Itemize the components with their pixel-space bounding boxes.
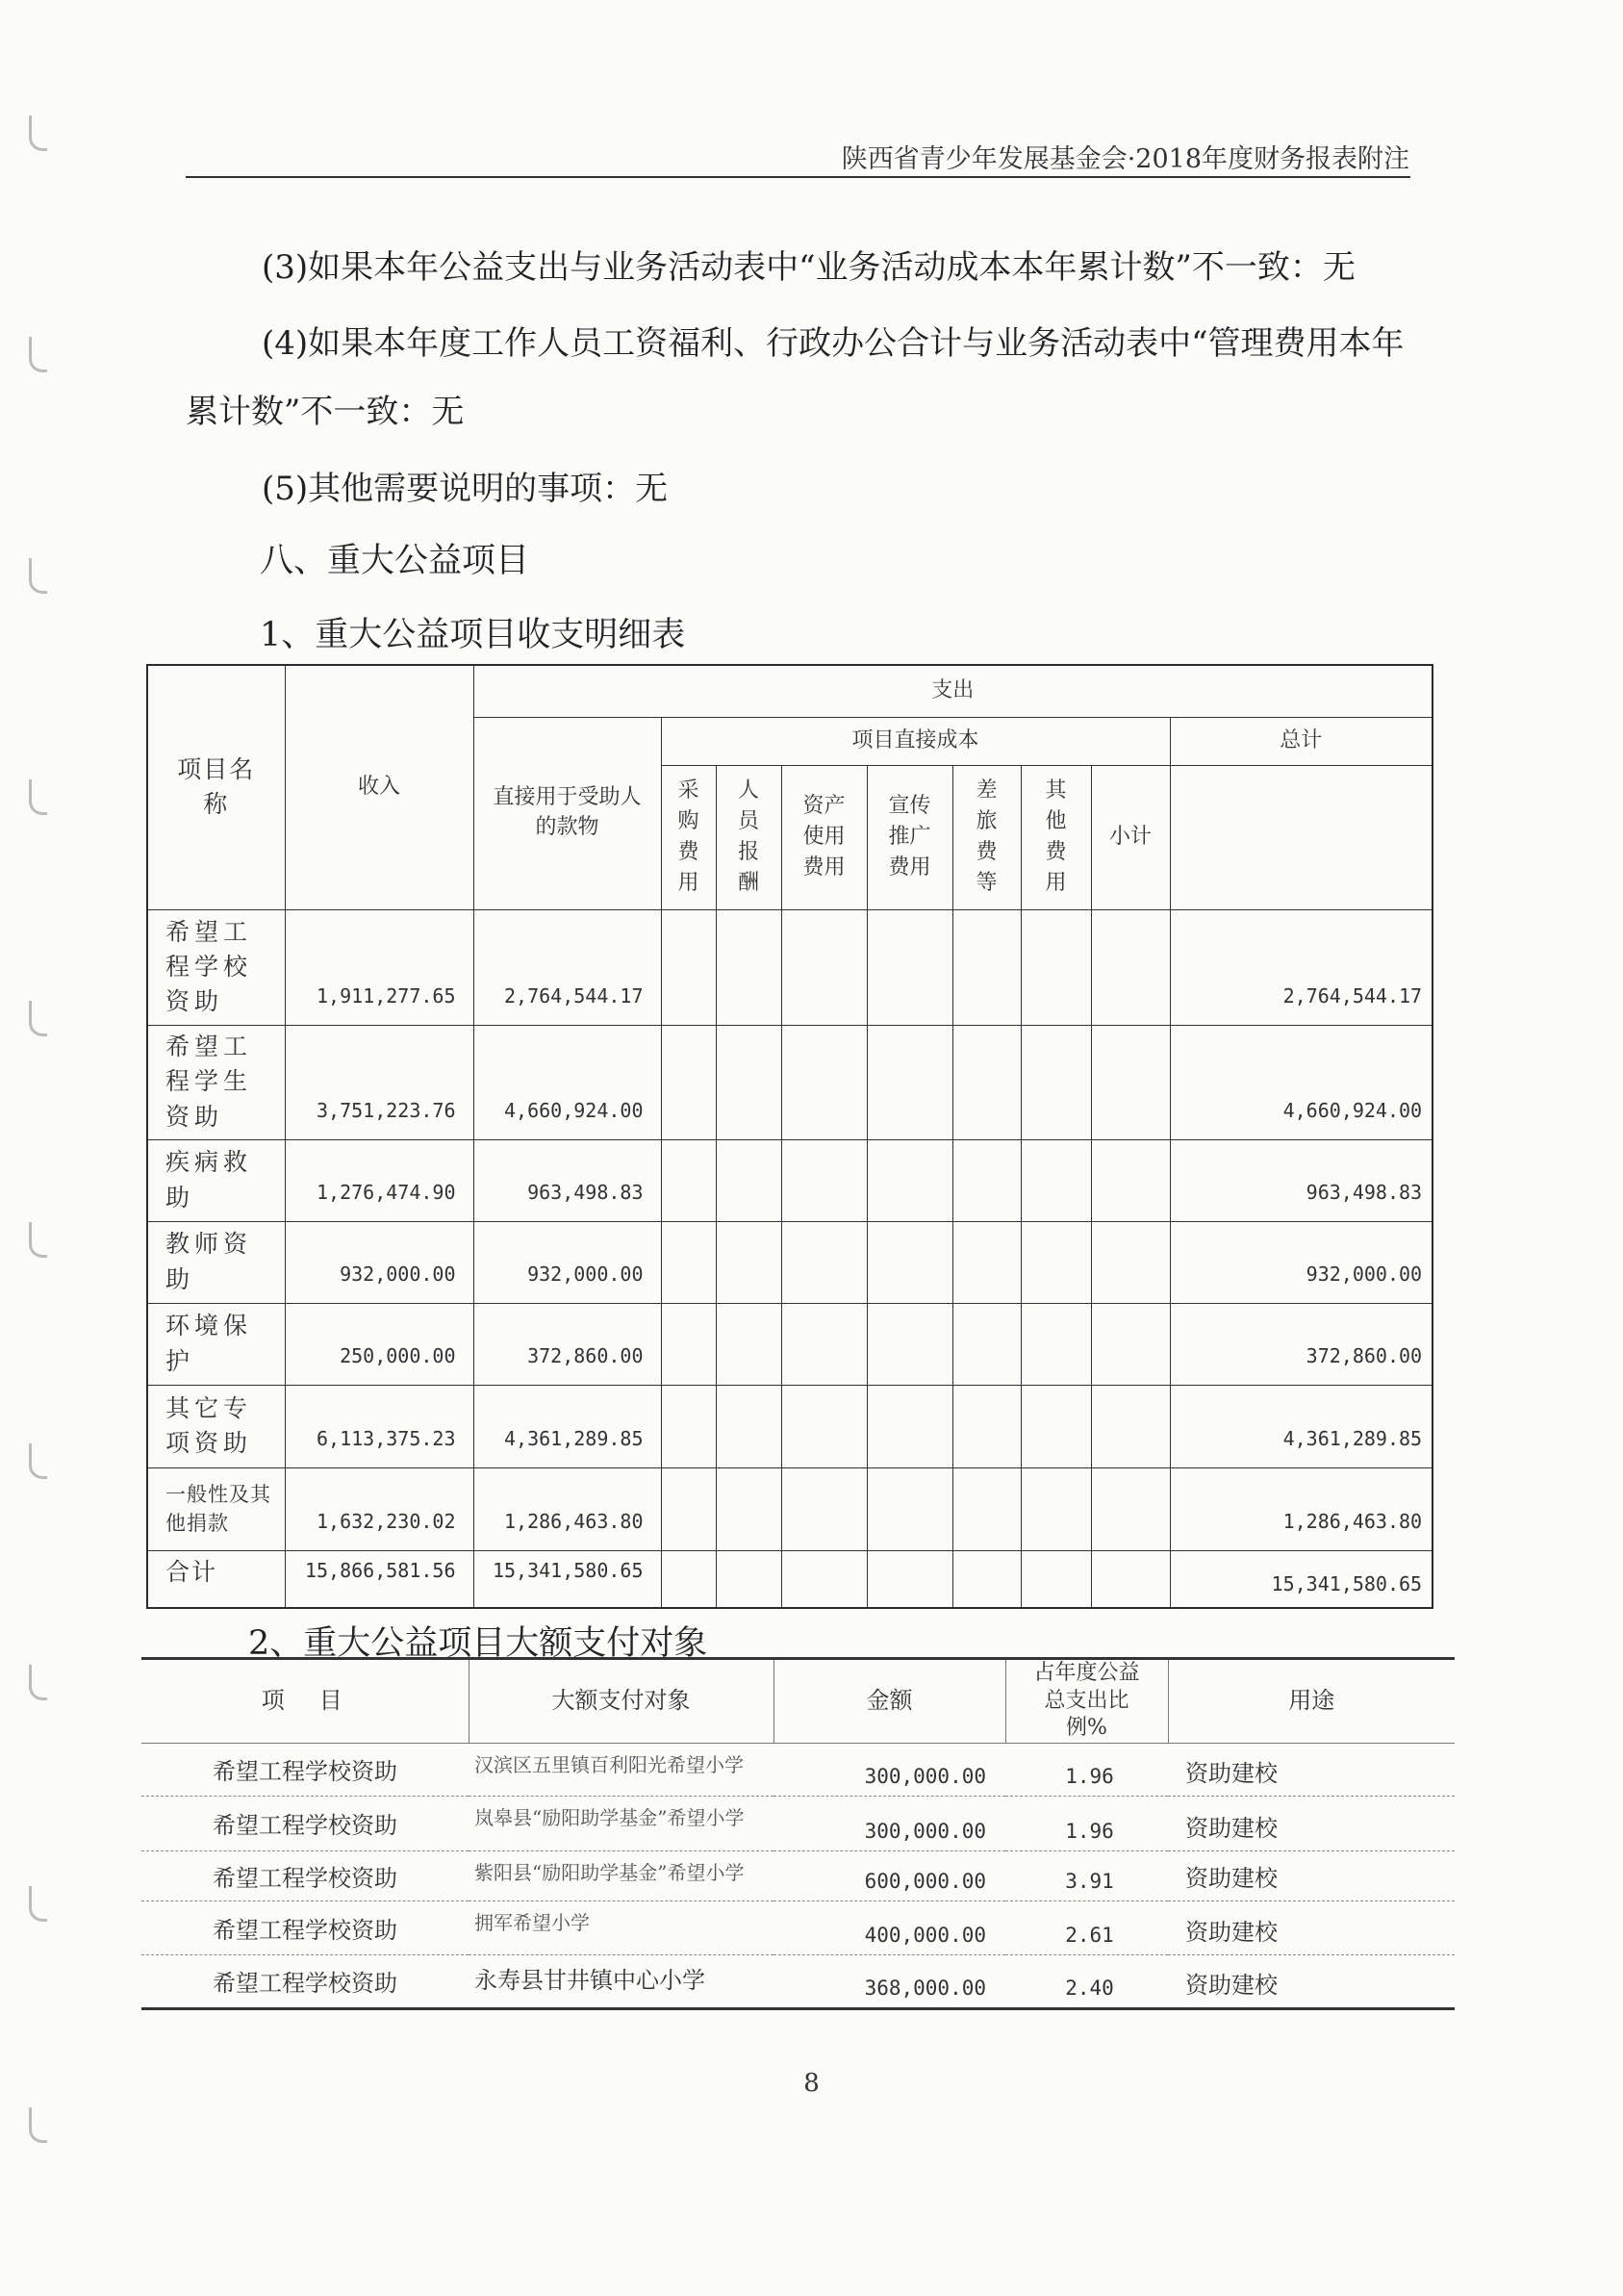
large-payment-table (141, 1657, 1455, 2010)
item-name: 教师资助 (147, 1221, 285, 1303)
table-row (141, 1850, 1455, 1901)
header-project: 项 目 (141, 1659, 469, 1744)
item-name: 希望工程学生资助 (147, 1025, 285, 1139)
table-row (147, 1467, 1433, 1550)
binding-mark (29, 1443, 47, 1479)
recipient: 岚皋县“励阳助学基金”希望小学 (469, 1796, 773, 1850)
purpose: 资助建校 (1168, 1796, 1455, 1850)
amount: 400,000.00 (773, 1901, 1005, 1954)
direct-aid-value: 4,660,924.00 (473, 1025, 661, 1139)
direct-aid-value: 963,498.83 (473, 1139, 661, 1221)
recipient: 紫阳县“励阳助学基金”希望小学 (469, 1850, 773, 1901)
paragraph-4-line2: 累计数”不一致：无 (186, 393, 465, 431)
table-row (147, 1221, 1433, 1303)
income-value: 3,751,223.76 (285, 1025, 473, 1139)
header-procurement: 采购费用 (661, 765, 716, 909)
header-item-name: 项目名称 (147, 665, 285, 909)
header-ratio: 占年度公益总支出比例% (1005, 1659, 1168, 1744)
binding-mark (29, 337, 47, 372)
header-subtotal: 小计 (1091, 765, 1170, 909)
table-row (141, 1743, 1455, 1796)
direct-aid-value: 4,361,289.85 (473, 1385, 661, 1467)
binding-mark (29, 1222, 47, 1258)
project-name: 希望工程学校资助 (141, 1850, 469, 1901)
amount: 600,000.00 (773, 1850, 1005, 1901)
header-staff: 人员报酬 (716, 765, 781, 909)
item-name: 合计 (147, 1550, 285, 1608)
income-value: 250,000.00 (285, 1303, 473, 1385)
purpose: 资助建校 (1168, 1743, 1455, 1796)
total-value: 372,860.00 (1170, 1303, 1433, 1385)
section-heading: 八、重大公益项目 (260, 542, 530, 580)
table-row (141, 1954, 1455, 2008)
paragraph-5: (5)其他需要说明的事项：无 (262, 470, 669, 508)
table-row (147, 1303, 1433, 1385)
ratio: 1.96 (1005, 1796, 1168, 1850)
header-rule (186, 176, 1410, 178)
ratio: 3.91 (1005, 1850, 1168, 1901)
header-travel: 差旅费等 (952, 765, 1021, 909)
total-value: 963,498.83 (1170, 1139, 1433, 1221)
ratio: 2.61 (1005, 1901, 1168, 1954)
page-header: 陕西省青少年发展基金会·2018年度财务报表附注 (841, 144, 1409, 174)
ratio: 2.40 (1065, 1976, 1114, 2000)
total-value: 932,000.00 (1170, 1221, 1433, 1303)
purpose: 资助建校 (1168, 1850, 1455, 1901)
recipient: 拥军希望小学 (469, 1901, 773, 1954)
recipient: 汉滨区五里镇百利阳光希望小学 (469, 1743, 773, 1796)
total-value: 4,660,924.00 (1170, 1025, 1433, 1139)
binding-mark (29, 558, 47, 594)
table-row-total (147, 1550, 1433, 1608)
header-expense: 支出 (473, 665, 1433, 717)
table-row (147, 909, 1433, 1025)
amount: 300,000.00 (773, 1796, 1005, 1850)
binding-mark (29, 115, 47, 151)
income-expense-table (146, 664, 1433, 1609)
binding-mark (29, 1001, 47, 1036)
project-name: 希望工程学校资助 (141, 1743, 469, 1796)
total-value: 4,361,289.85 (1170, 1385, 1433, 1467)
item-name: 希望工程学校资助 (147, 909, 285, 1025)
ratio: 1.96 (1005, 1743, 1168, 1796)
header-amount: 金额 (773, 1659, 1005, 1744)
table2-caption: 2、重大公益项目大额支付对象 (248, 1624, 708, 1663)
header-total: 总计 (1170, 717, 1433, 765)
recipient: 永寿县甘井镇中心小学 (474, 1966, 705, 1994)
binding-mark (29, 779, 47, 815)
income-value: 6,113,375.23 (285, 1385, 473, 1467)
header-income: 收入 (285, 665, 473, 909)
header-other: 其他费用 (1021, 765, 1091, 909)
item-name: 其它专项资助 (147, 1385, 285, 1467)
direct-aid-value: 1,286,463.80 (473, 1467, 661, 1550)
project-name: 希望工程学校资助 (141, 1901, 469, 1954)
paragraph-3: (3)如果本年公益支出与业务活动表中“业务活动成本本年累计数”不一致：无 (262, 248, 1356, 287)
table-row (147, 1385, 1433, 1467)
project-name: 希望工程学校资助 (141, 1796, 469, 1850)
direct-aid-value: 932,000.00 (473, 1221, 661, 1303)
table-row (141, 1901, 1455, 1954)
direct-aid-value: 2,764,544.17 (473, 909, 661, 1025)
binding-mark (29, 1886, 47, 1922)
paragraph-4-line1: (4)如果本年度工作人员工资福利、行政办公合计与业务活动表中“管理费用本年 (262, 324, 1405, 363)
income-value: 932,000.00 (285, 1221, 473, 1303)
direct-aid-value: 15,341,580.65 (473, 1550, 661, 1608)
binding-mark (29, 2107, 47, 2143)
binding-mark (29, 1665, 47, 1700)
item-name: 一般性及其他捐款 (147, 1467, 285, 1550)
purpose: 资助建校 (1185, 1971, 1278, 1999)
project-name: 希望工程学校资助 (213, 1970, 397, 1998)
table-row (147, 1139, 1433, 1221)
header-recipient: 大额支付对象 (469, 1659, 773, 1744)
item-name: 疾病救助 (147, 1139, 285, 1221)
table1-caption: 1、重大公益项目收支明细表 (260, 616, 686, 654)
table-row (147, 1025, 1433, 1139)
income-value: 1,911,277.65 (285, 909, 473, 1025)
header-direct-cost: 项目直接成本 (661, 717, 1170, 765)
total-value: 15,341,580.65 (1170, 1550, 1433, 1608)
header-promotion: 宣传推广费用 (867, 765, 952, 909)
amount: 300,000.00 (773, 1743, 1005, 1796)
header-purpose: 用途 (1168, 1659, 1455, 1744)
amount: 368,000.00 (864, 1976, 986, 2000)
table-row (141, 1796, 1455, 1850)
income-value: 15,866,581.56 (285, 1550, 473, 1608)
total-value: 1,286,463.80 (1170, 1467, 1433, 1550)
page-number: 8 (803, 2069, 820, 2098)
income-value: 1,276,474.90 (285, 1139, 473, 1221)
income-value: 1,632,230.02 (285, 1467, 473, 1550)
item-name: 环境保护 (147, 1303, 285, 1385)
direct-aid-value: 372,860.00 (473, 1303, 661, 1385)
header-total-empty (1170, 765, 1433, 909)
purpose: 资助建校 (1168, 1901, 1455, 1954)
header-asset-use: 资产使用费用 (781, 765, 867, 909)
header-direct-aid: 直接用于受助人的款物 (473, 717, 661, 909)
total-value: 2,764,544.17 (1170, 909, 1433, 1025)
